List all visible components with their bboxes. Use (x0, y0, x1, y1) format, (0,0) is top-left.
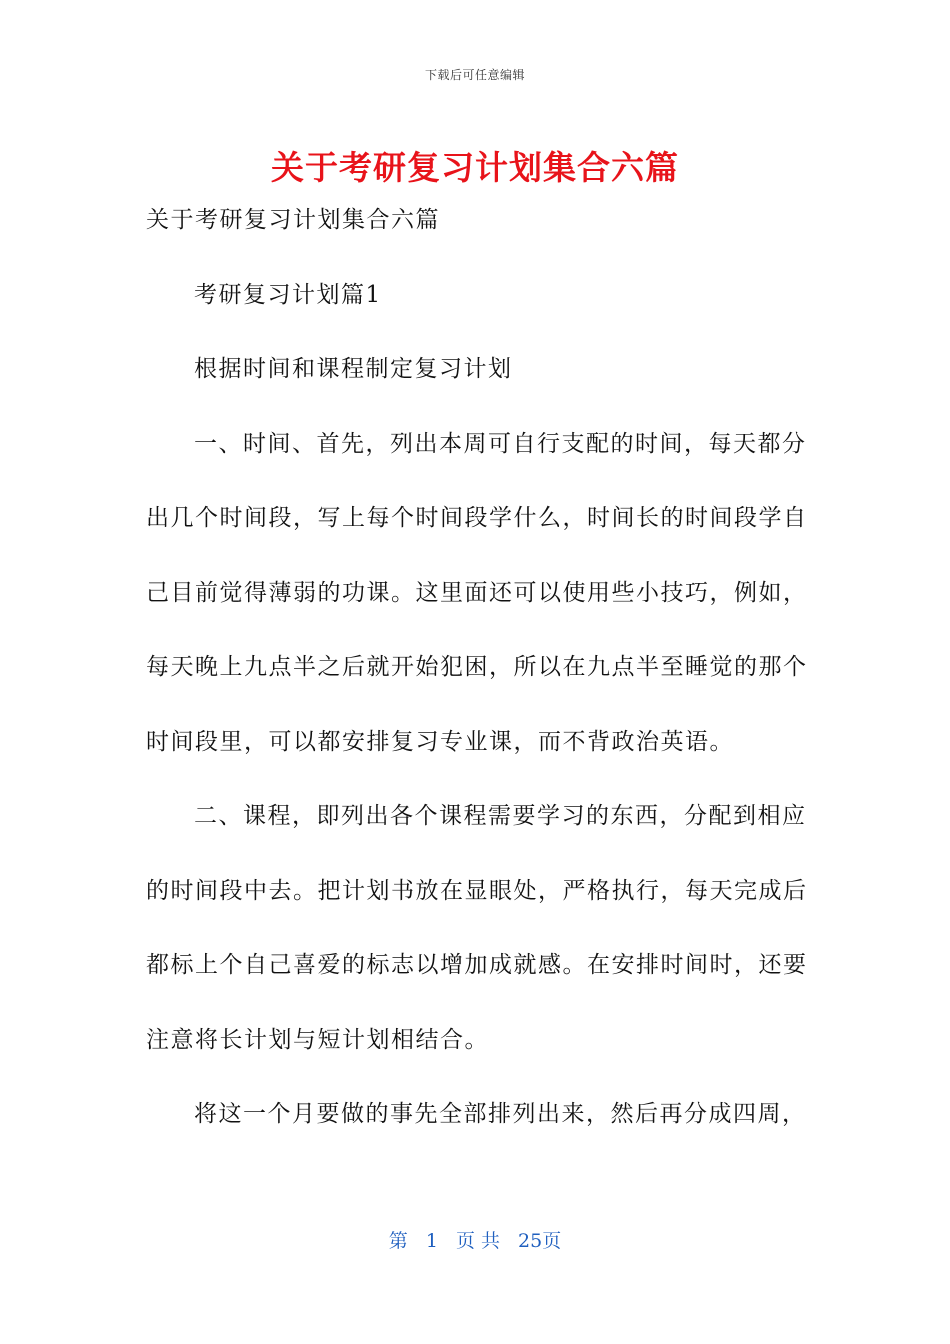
body-line: 都标上个自己喜爱的标志以增加成就感。在安排时间时，还要 (146, 952, 808, 978)
header-note: 下载后可任意编辑 (424, 68, 525, 82)
body-line: 每天晚上九点半之后就开始犯困，所以在九点半至睡觉的那个 (146, 654, 808, 680)
document-body (146, 183, 808, 1152)
footer-middle: 页 共 (455, 1230, 500, 1252)
body-line: 一、时间、首先，列出本周可自行支配的时间，每天都分 (194, 430, 807, 457)
body-line: 注意将长计划与短计划相结合。 (146, 1026, 489, 1053)
footer-prefix: 第 (388, 1230, 408, 1252)
document-title: 关于考研复习计划集合六篇 (271, 148, 679, 187)
body-line: 时间段里，可以都安排复习专业课，而不背政治英语。 (146, 728, 734, 755)
body-line: 的时间段中去。把计划书放在显眼处，严格执行，每天完成后 (146, 877, 808, 904)
body-line: 考研复习计划篇1 (194, 281, 382, 308)
body-line: 根据时间和课程制定复习计划 (194, 356, 513, 382)
body-line: 出几个时间段，写上每个时间段学什么，时间长的时间段学自 (146, 505, 808, 531)
footer-page-number: 1 (425, 1230, 438, 1252)
footer-total-pages: 25页 (518, 1230, 562, 1252)
body-line: 关于考研复习计划集合六篇 (146, 207, 440, 233)
body-line: 己目前觉得薄弱的功课。这里面还可以使用些小技巧，例如， (146, 579, 808, 606)
body-line: 将这一个月要做的事先全部排列出来，然后再分成四周， (194, 1101, 807, 1127)
body-line: 二、课程，即列出各个课程需要学习的东西，分配到相应 (194, 803, 807, 829)
page-footer (0, 1226, 950, 1253)
